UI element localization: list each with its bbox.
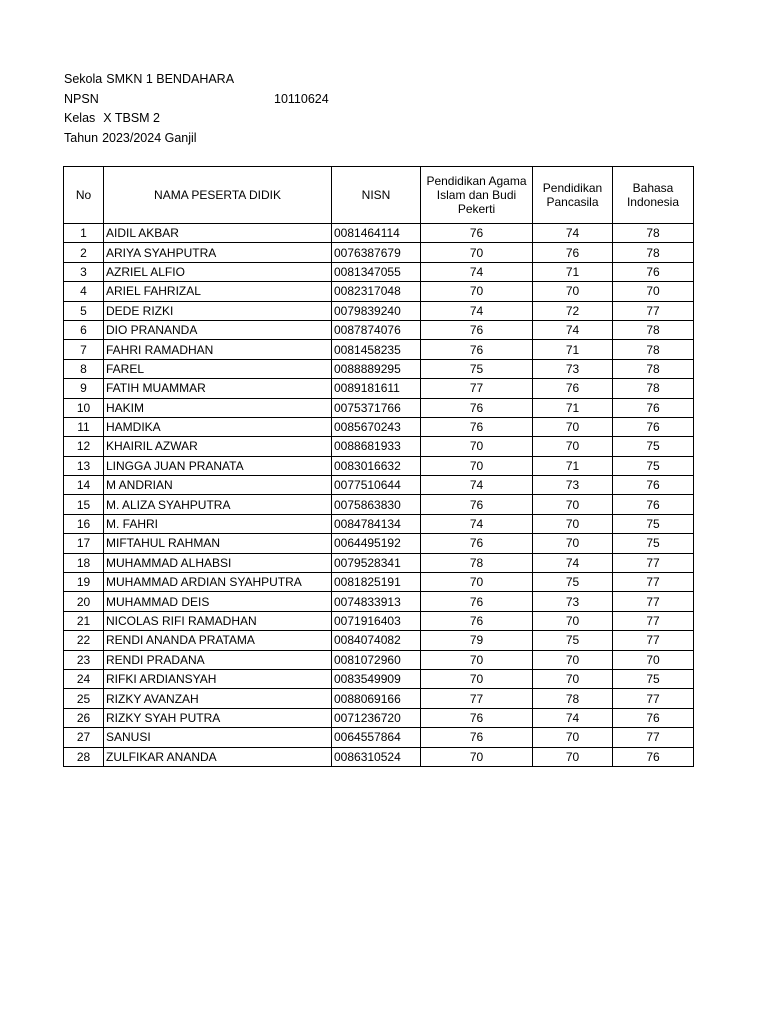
cell-no: 5: [64, 301, 104, 320]
cell-no: 12: [64, 437, 104, 456]
cell-indonesian: 78: [613, 359, 694, 378]
cell-no: 18: [64, 553, 104, 572]
cell-pancasila: 74: [533, 320, 613, 339]
table-row: [64, 282, 694, 301]
cell-religion: 70: [421, 243, 533, 262]
school-info: [64, 70, 329, 148]
cell-indonesian: 76: [613, 495, 694, 514]
cell-no: 11: [64, 417, 104, 436]
cell-indonesian: 76: [613, 398, 694, 417]
cell-indonesian: 75: [613, 669, 694, 688]
table-row: [64, 262, 694, 281]
cell-nisn: 0064495192: [332, 534, 421, 553]
cell-pancasila: 70: [533, 611, 613, 630]
cell-indonesian: 75: [613, 456, 694, 475]
cell-religion: 76: [421, 611, 533, 630]
cell-religion: 70: [421, 573, 533, 592]
cell-nisn: 0085670243: [332, 417, 421, 436]
cell-religion: 74: [421, 301, 533, 320]
cell-pancasila: 73: [533, 359, 613, 378]
cell-name: ARIYA SYAHPUTRA: [104, 243, 332, 262]
cell-name: HAKIM: [104, 398, 332, 417]
cell-no: 9: [64, 379, 104, 398]
table-row: [64, 340, 694, 359]
cell-pancasila: 70: [533, 282, 613, 301]
cell-nisn: 0075371766: [332, 398, 421, 417]
cell-no: 23: [64, 650, 104, 669]
cell-religion: 77: [421, 379, 533, 398]
cell-no: 24: [64, 669, 104, 688]
cell-name: FATIH MUAMMAR: [104, 379, 332, 398]
cell-nisn: 0081825191: [332, 573, 421, 592]
class-label: Kelas: [64, 111, 96, 125]
table-row: [64, 669, 694, 688]
table-row: [64, 689, 694, 708]
cell-no: 28: [64, 747, 104, 766]
cell-no: 25: [64, 689, 104, 708]
cell-religion: 70: [421, 650, 533, 669]
cell-no: 16: [64, 514, 104, 533]
cell-indonesian: 76: [613, 262, 694, 281]
cell-indonesian: 70: [613, 650, 694, 669]
cell-name: DEDE RIZKI: [104, 301, 332, 320]
table-row: [64, 611, 694, 630]
cell-name: FAREL: [104, 359, 332, 378]
cell-religion: 76: [421, 728, 533, 747]
cell-no: 3: [64, 262, 104, 281]
cell-nisn: 0079839240: [332, 301, 421, 320]
cell-name: LINGGA JUAN PRANATA: [104, 456, 332, 475]
cell-pancasila: 70: [533, 669, 613, 688]
cell-nisn: 0079528341: [332, 553, 421, 572]
table-row: [64, 437, 694, 456]
cell-pancasila: 74: [533, 708, 613, 727]
cell-name: M ANDRIAN: [104, 476, 332, 495]
table-row: [64, 301, 694, 320]
cell-no: 8: [64, 359, 104, 378]
table-row: [64, 747, 694, 766]
cell-name: DIO PRANANDA: [104, 320, 332, 339]
cell-indonesian: 78: [613, 224, 694, 243]
grades-table: [63, 166, 694, 767]
cell-religion: 76: [421, 708, 533, 727]
class-row: [64, 109, 234, 129]
cell-pancasila: 70: [533, 437, 613, 456]
cell-religion: 70: [421, 437, 533, 456]
cell-pancasila: 74: [533, 224, 613, 243]
cell-name: SANUSI: [104, 728, 332, 747]
cell-no: 26: [64, 708, 104, 727]
cell-religion: 76: [421, 417, 533, 436]
cell-indonesian: 78: [613, 320, 694, 339]
table-row: [64, 650, 694, 669]
col-header-nisn: NISN: [332, 167, 421, 224]
table-row: [64, 359, 694, 378]
cell-pancasila: 71: [533, 456, 613, 475]
cell-name: FAHRI RAMADHAN: [104, 340, 332, 359]
cell-indonesian: 77: [613, 553, 694, 572]
table-row: [64, 320, 694, 339]
cell-no: 13: [64, 456, 104, 475]
cell-no: 1: [64, 224, 104, 243]
cell-religion: 76: [421, 320, 533, 339]
cell-nisn: 0086310524: [332, 747, 421, 766]
cell-no: 2: [64, 243, 104, 262]
cell-name: AIDIL AKBAR: [104, 224, 332, 243]
cell-pancasila: 70: [533, 495, 613, 514]
cell-no: 22: [64, 631, 104, 650]
cell-religion: 78: [421, 553, 533, 572]
cell-no: 10: [64, 398, 104, 417]
cell-name: KHAIRIL AZWAR: [104, 437, 332, 456]
cell-nisn: 0075863830: [332, 495, 421, 514]
cell-indonesian: 70: [613, 282, 694, 301]
cell-pancasila: 71: [533, 340, 613, 359]
year-value: 2023/2024 Ganjil: [102, 130, 197, 145]
table-row: [64, 514, 694, 533]
cell-no: 19: [64, 573, 104, 592]
col-header-indonesian: Bahasa Indonesia: [613, 167, 694, 224]
table-row: [64, 553, 694, 572]
cell-religion: 79: [421, 631, 533, 650]
cell-religion: 74: [421, 262, 533, 281]
cell-pancasila: 70: [533, 650, 613, 669]
cell-nisn: 0088889295: [332, 359, 421, 378]
cell-name: RENDI PRADANA: [104, 650, 332, 669]
cell-nisn: 0064557864: [332, 728, 421, 747]
cell-name: RIFKI ARDIANSYAH: [104, 669, 332, 688]
cell-name: MUHAMMAD DEIS: [104, 592, 332, 611]
cell-nisn: 0089181611: [332, 379, 421, 398]
cell-nisn: 0081072960: [332, 650, 421, 669]
cell-religion: 70: [421, 747, 533, 766]
cell-indonesian: 77: [613, 631, 694, 650]
cell-pancasila: 70: [533, 534, 613, 553]
cell-name: AZRIEL ALFIO: [104, 262, 332, 281]
school-row: [64, 70, 234, 90]
table-row: [64, 243, 694, 262]
cell-indonesian: 76: [613, 417, 694, 436]
cell-indonesian: 75: [613, 514, 694, 533]
table-row: [64, 398, 694, 417]
cell-pancasila: 71: [533, 398, 613, 417]
cell-name: MIFTAHUL RAHMAN: [104, 534, 332, 553]
cell-pancasila: 72: [533, 301, 613, 320]
cell-indonesian: 77: [613, 592, 694, 611]
cell-nisn: 0084074082: [332, 631, 421, 650]
npsn-label: NPSN: [64, 91, 99, 106]
cell-religion: 77: [421, 689, 533, 708]
cell-religion: 76: [421, 224, 533, 243]
cell-religion: 70: [421, 669, 533, 688]
npsn-value: 10110624: [274, 91, 329, 106]
cell-nisn: 0071236720: [332, 708, 421, 727]
year-label: Tahun: [64, 130, 99, 145]
cell-nisn: 0081347055: [332, 262, 421, 281]
cell-indonesian: 77: [613, 728, 694, 747]
cell-indonesian: 77: [613, 611, 694, 630]
cell-name: HAMDIKA: [104, 417, 332, 436]
cell-name: MUHAMMAD ALHABSI: [104, 553, 332, 572]
cell-religion: 70: [421, 456, 533, 475]
cell-nisn: 0088681933: [332, 437, 421, 456]
cell-religion: 76: [421, 534, 533, 553]
cell-religion: 76: [421, 592, 533, 611]
cell-nisn: 0074833913: [332, 592, 421, 611]
cell-indonesian: 76: [613, 708, 694, 727]
cell-religion: 70: [421, 282, 533, 301]
npsn-row: [64, 90, 329, 110]
cell-pancasila: 70: [533, 747, 613, 766]
table-body: [64, 224, 694, 767]
cell-nisn: 0083016632: [332, 456, 421, 475]
cell-no: 21: [64, 611, 104, 630]
cell-indonesian: 77: [613, 573, 694, 592]
table-row: [64, 573, 694, 592]
cell-pancasila: 75: [533, 573, 613, 592]
cell-nisn: 0082317048: [332, 282, 421, 301]
table-row: [64, 224, 694, 243]
table-row: [64, 379, 694, 398]
cell-indonesian: 78: [613, 379, 694, 398]
cell-no: 17: [64, 534, 104, 553]
cell-indonesian: 76: [613, 747, 694, 766]
cell-indonesian: 77: [613, 301, 694, 320]
cell-nisn: 0071916403: [332, 611, 421, 630]
cell-no: 6: [64, 320, 104, 339]
cell-religion: 76: [421, 340, 533, 359]
cell-no: 4: [64, 282, 104, 301]
year-row: [64, 129, 234, 149]
cell-name: MUHAMMAD ARDIAN SYAHPUTRA: [104, 573, 332, 592]
cell-religion: 76: [421, 398, 533, 417]
cell-pancasila: 78: [533, 689, 613, 708]
cell-religion: 75: [421, 359, 533, 378]
cell-nisn: 0081458235: [332, 340, 421, 359]
cell-name: ARIEL FAHRIZAL: [104, 282, 332, 301]
cell-no: 15: [64, 495, 104, 514]
cell-pancasila: 73: [533, 476, 613, 495]
cell-name: ZULFIKAR ANANDA: [104, 747, 332, 766]
cell-nisn: 0077510644: [332, 476, 421, 495]
cell-pancasila: 76: [533, 243, 613, 262]
cell-nisn: 0088069166: [332, 689, 421, 708]
table-row: [64, 495, 694, 514]
col-header-no: No: [64, 167, 104, 224]
cell-indonesian: 75: [613, 437, 694, 456]
school-label: Sekola: [64, 72, 103, 86]
cell-pancasila: 76: [533, 379, 613, 398]
col-header-name: NAMA PESERTA DIDIK: [104, 167, 332, 224]
cell-name: NICOLAS RIFI RAMADHAN: [104, 611, 332, 630]
table-row: [64, 534, 694, 553]
cell-religion: 74: [421, 476, 533, 495]
cell-no: 7: [64, 340, 104, 359]
table-row: [64, 417, 694, 436]
cell-religion: 76: [421, 495, 533, 514]
cell-no: 27: [64, 728, 104, 747]
table-row: [64, 631, 694, 650]
cell-religion: 74: [421, 514, 533, 533]
cell-indonesian: 76: [613, 476, 694, 495]
class-value: X TBSM 2: [103, 111, 161, 125]
cell-pancasila: 73: [533, 592, 613, 611]
cell-name: RIZKY SYAH PUTRA: [104, 708, 332, 727]
cell-indonesian: 75: [613, 534, 694, 553]
cell-pancasila: 74: [533, 553, 613, 572]
cell-nisn: 0081464114: [332, 224, 421, 243]
cell-indonesian: 78: [613, 340, 694, 359]
cell-pancasila: 70: [533, 514, 613, 533]
cell-name: M. FAHRI: [104, 514, 332, 533]
table-row: [64, 592, 694, 611]
table-row: [64, 728, 694, 747]
cell-indonesian: 77: [613, 689, 694, 708]
table-row: [64, 476, 694, 495]
cell-nisn: 0087874076: [332, 320, 421, 339]
cell-name: RIZKY AVANZAH: [104, 689, 332, 708]
cell-name: RENDI ANANDA PRATAMA: [104, 631, 332, 650]
cell-pancasila: 71: [533, 262, 613, 281]
cell-pancasila: 70: [533, 728, 613, 747]
cell-name: M. ALIZA SYAHPUTRA: [104, 495, 332, 514]
table-row: [64, 456, 694, 475]
table-row: [64, 708, 694, 727]
cell-nisn: 0076387679: [332, 243, 421, 262]
school-value: SMKN 1 BENDAHARA: [106, 72, 235, 86]
cell-nisn: 0084784134: [332, 514, 421, 533]
cell-indonesian: 78: [613, 243, 694, 262]
cell-pancasila: 75: [533, 631, 613, 650]
cell-no: 20: [64, 592, 104, 611]
table-header-row: [64, 167, 694, 224]
col-header-religion: Pendidikan Agama Islam dan Budi Pekerti: [421, 167, 533, 224]
cell-pancasila: 70: [533, 417, 613, 436]
cell-nisn: 0083549909: [332, 669, 421, 688]
cell-no: 14: [64, 476, 104, 495]
col-header-pancasila: Pendidikan Pancasila: [533, 167, 613, 224]
